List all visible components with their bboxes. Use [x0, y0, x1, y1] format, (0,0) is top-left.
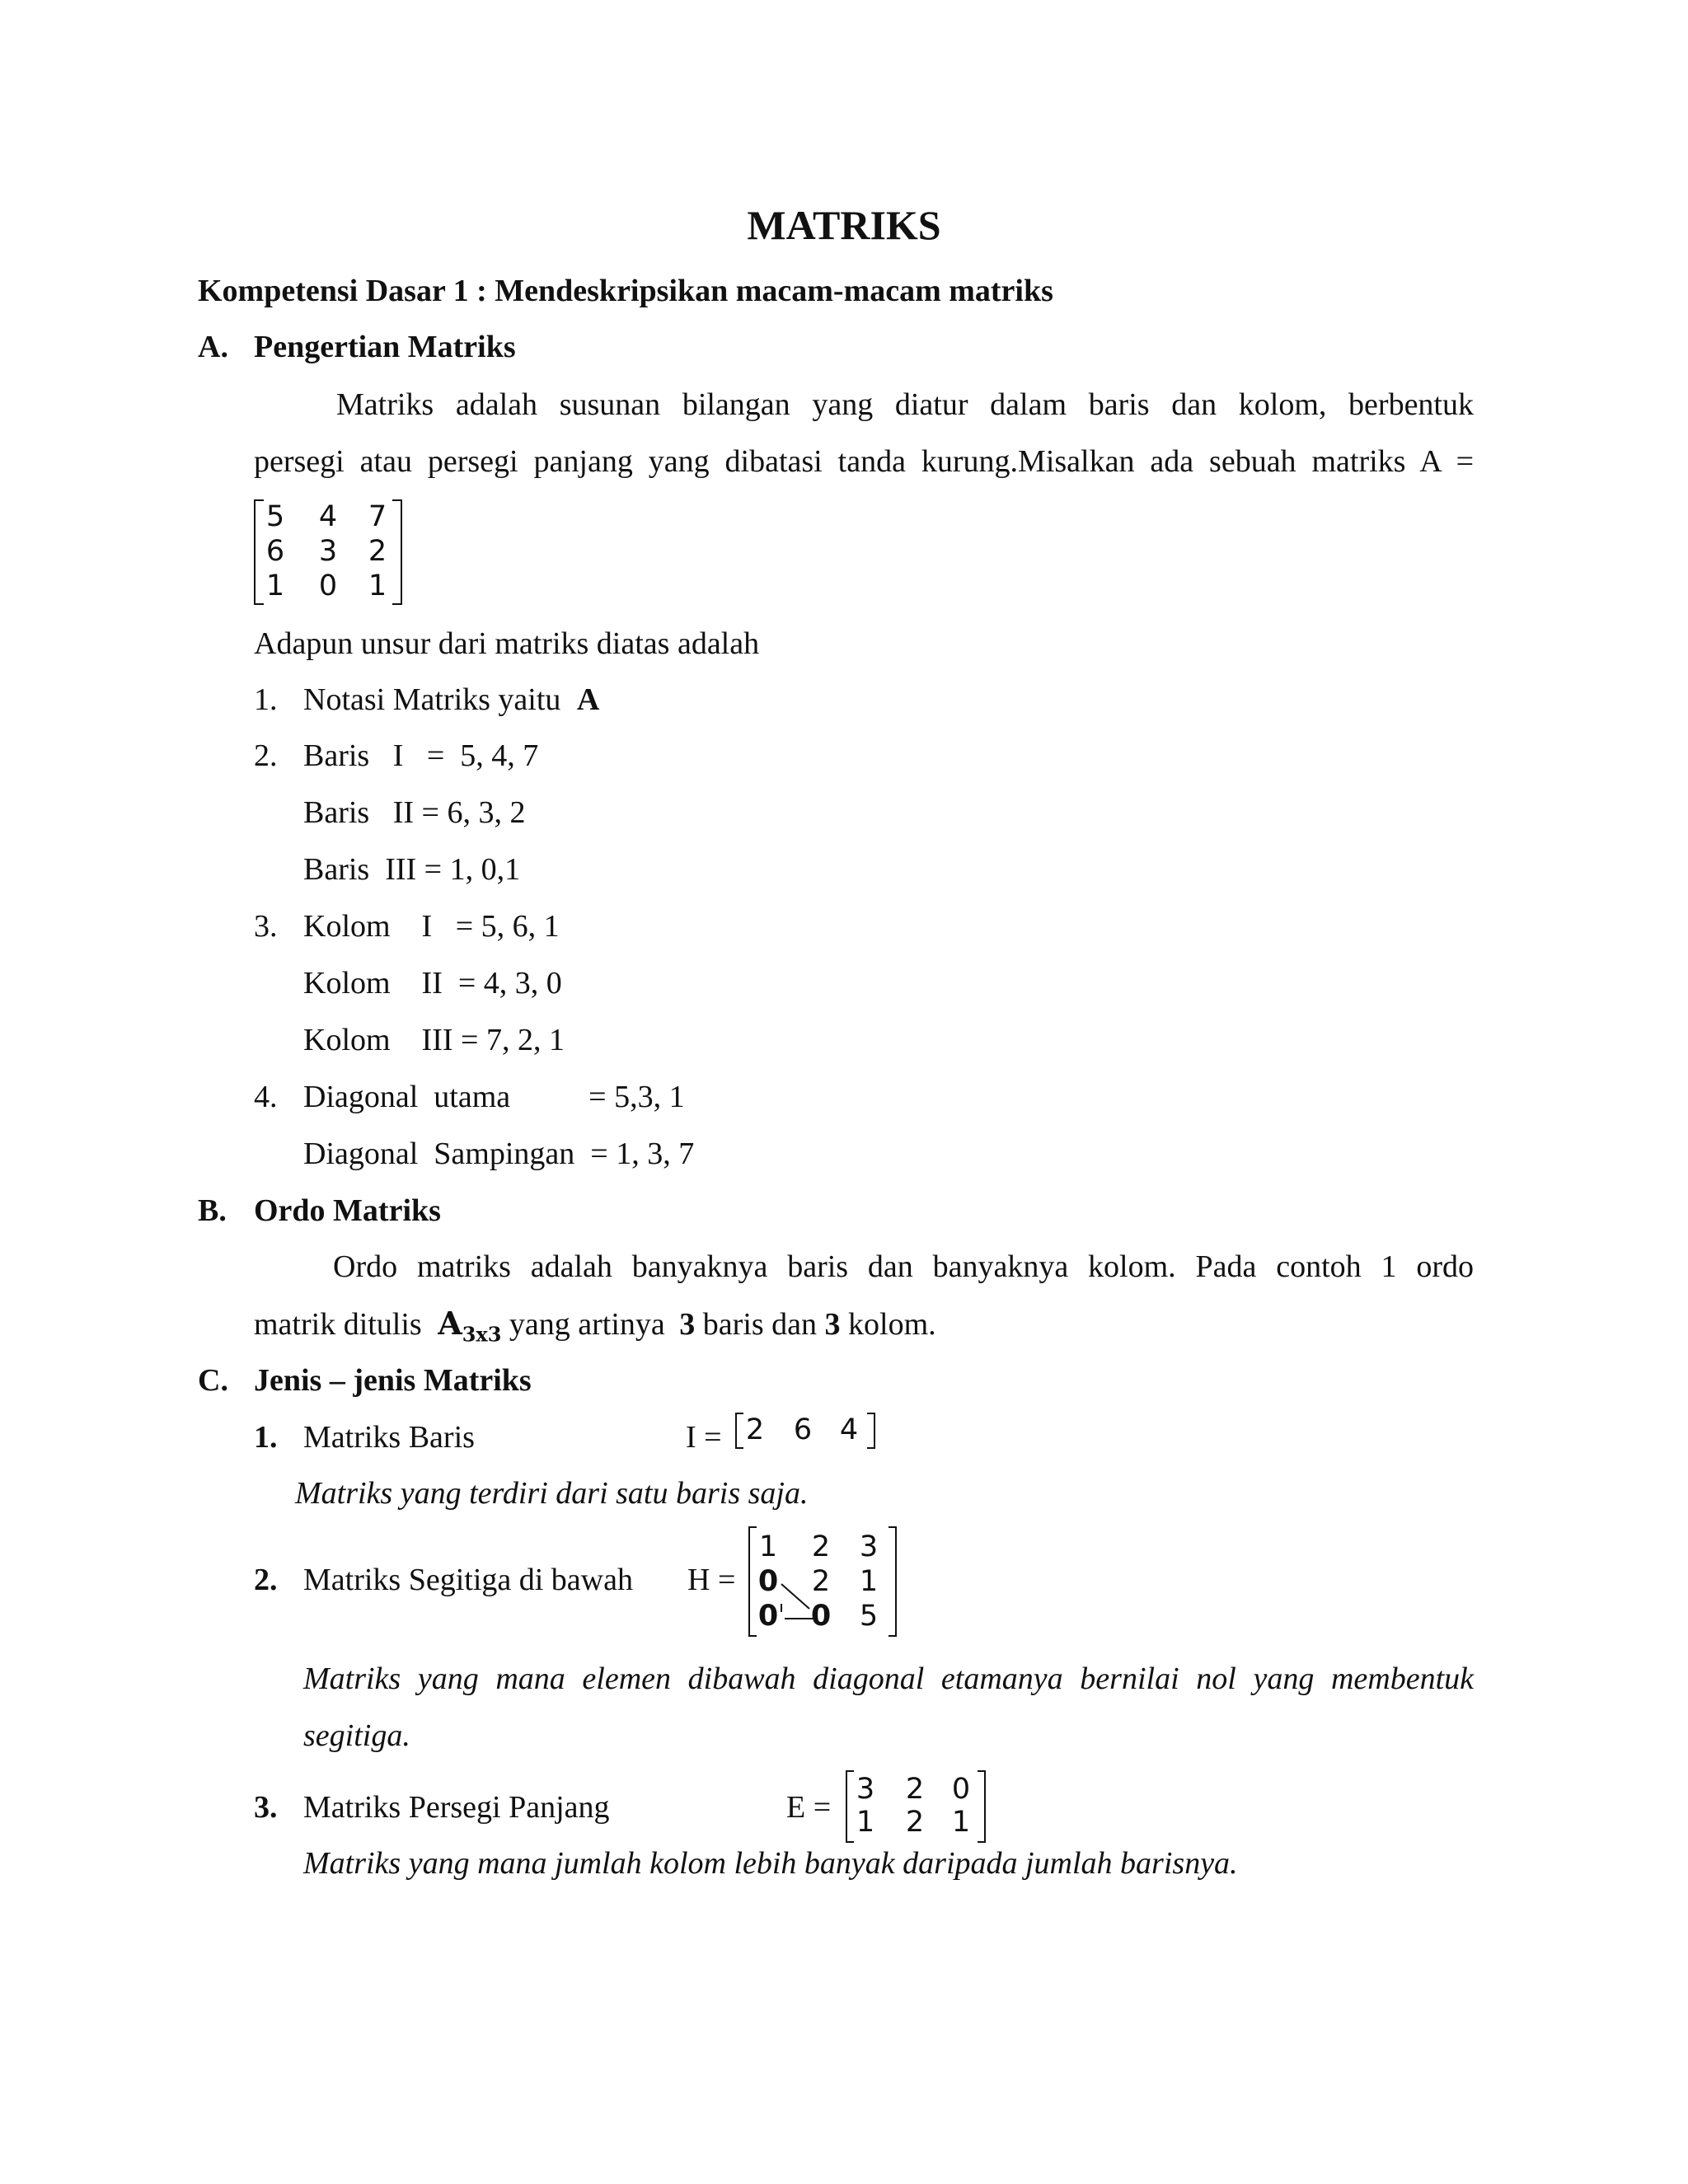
matrix-a-cell: 4: [318, 500, 338, 533]
matrix-a-cell: 0: [318, 569, 338, 602]
list-item-text: Kolom I = 5, 6, 1: [303, 909, 560, 944]
section-a-para-line2: persegi atau persegi panjang yang dibatasi tanda kurung.Misalkan ada sebuah matriks A =: [254, 444, 1474, 479]
description-line1: Matriks yang mana elemen dibawah diagonal etamanya bernilai nol yang membentuk: [303, 1661, 1474, 1696]
page-title: MATRIKS: [747, 202, 941, 248]
section-a-heading: Pengertian Matriks: [254, 330, 516, 364]
section-a-paragraph-2: [254, 446, 1474, 477]
matrix-segitiga-description: [303, 1663, 1474, 1694]
section-a-letter: A.: [198, 330, 228, 364]
matrix-h-cell: 1: [859, 1565, 879, 1598]
matrix-e: [846, 1770, 994, 1853]
matrix-e-cell: 3: [856, 1773, 875, 1806]
list-number: 2.: [254, 738, 278, 773]
matrix-a-cell: 1: [265, 569, 285, 602]
section-a-intro: Adapun unsur dari matriks diatas adalah: [254, 626, 760, 661]
matrix-type-label: Matriks Segitiga di bawah: [303, 1563, 633, 1597]
section-c-letter: C.: [198, 1363, 228, 1398]
ordo-subscript: 3x3: [462, 1322, 502, 1347]
matrix-a-cell: 7: [368, 500, 387, 533]
ordo-rows: 3: [679, 1307, 696, 1342]
matrix-a-cell: 6: [265, 535, 285, 568]
matrix-a: [254, 499, 402, 607]
matrix-h-cell: 0: [810, 1600, 832, 1633]
text: baris dan: [702, 1307, 818, 1342]
list-number: 4.: [254, 1080, 278, 1114]
matrix-h-cell: 3: [859, 1530, 879, 1563]
list-item-text: Kolom III = 7, 2, 1: [303, 1023, 565, 1057]
list-item: [303, 684, 599, 715]
matrix-a-cell: 3: [318, 535, 338, 568]
matrix-a-cell: 5: [265, 500, 285, 533]
matrix-baris-description: Matriks yang terdiri dari satu baris saja.: [295, 1476, 809, 1511]
section-a-para-line1: Matriks adalah susunan bilangan yang diatur dalam baris dan kolom, berbentuk: [336, 387, 1474, 422]
matrix-e-cell: 2: [905, 1773, 925, 1806]
matrix-e-cell: 1: [856, 1806, 875, 1839]
matrix-persegi-panjang-description: Matriks yang mana jumlah kolom lebih banyak daripada jumlah barisnya.: [303, 1846, 1238, 1881]
list-number: 2.: [254, 1563, 278, 1597]
list-item-text: Notasi Matriks yaitu: [303, 682, 561, 717]
section-b-paragraph-2: [254, 1305, 936, 1347]
matrix-e-cell: 1: [951, 1806, 971, 1839]
matrix-i-eq: I =: [686, 1420, 722, 1455]
section-c-heading: Jenis – jenis Matriks: [254, 1363, 532, 1398]
matrix-h-eq: H =: [687, 1563, 736, 1597]
matrix-i: [735, 1411, 884, 1452]
matrix-h-cell: 0: [757, 1600, 779, 1633]
matrix-h-cell: 2: [811, 1565, 831, 1598]
list-number: 1.: [254, 1420, 278, 1455]
section-b-para-line1: Ordo matriks adalah banyaknya baris dan banyaknya kolom. Pada contoh 1 ordo: [333, 1249, 1474, 1284]
matrix-e-right-bracket: [978, 1770, 986, 1843]
matrix-h-cell: 2: [811, 1530, 831, 1563]
list-item-text: Baris I = 5, 4, 7: [303, 738, 539, 773]
triangle-marker-icon: [748, 1526, 905, 1642]
matrix-a-cell: 1: [368, 569, 387, 602]
matrix-type-label: Matriks Baris: [303, 1420, 475, 1455]
matrix-type-label: Matriks Persegi Panjang: [303, 1790, 610, 1825]
ordo-letter: A: [438, 1305, 462, 1342]
notation-a: A: [576, 682, 600, 717]
matrix-i-cell: 2: [745, 1413, 765, 1446]
list-item-text: Baris III = 1, 0,1: [303, 852, 521, 887]
section-b-heading: Ordo Matriks: [254, 1193, 441, 1228]
ordo-notation: [438, 1305, 502, 1347]
matrix-a-cell: 2: [368, 535, 387, 568]
list-item-text: Diagonal utama = 5,3, 1: [303, 1080, 685, 1114]
kd-heading: Kompetensi Dasar 1 : Mendeskripsikan macam-macam matriks: [198, 274, 1053, 308]
section-a-paragraph: [254, 389, 1474, 420]
section-b-paragraph: [254, 1251, 1474, 1282]
text: kolom.: [848, 1307, 936, 1342]
list-number: 1.: [254, 682, 278, 717]
description-line2: segitiga.: [303, 1718, 410, 1753]
text: matrik ditulis: [254, 1307, 422, 1342]
list-item-text: Kolom II = 4, 3, 0: [303, 966, 562, 1001]
matrix-e-eq: E =: [786, 1790, 832, 1825]
list-number: 3.: [254, 909, 278, 944]
matrix-i-right-bracket: [867, 1413, 875, 1449]
matrix-e-cell: 2: [905, 1806, 925, 1839]
matrix-h-cell: 0: [757, 1565, 779, 1598]
matrix-h-cell: 1: [758, 1530, 778, 1563]
ordo-cols: 3: [824, 1307, 841, 1342]
list-item-text: Diagonal Sampingan = 1, 3, 7: [303, 1137, 695, 1171]
matrix-h-cell: 5: [859, 1600, 879, 1633]
list-number: 3.: [254, 1790, 278, 1825]
matrix-i-cell: 4: [839, 1413, 859, 1446]
text: yang artinya: [509, 1307, 665, 1342]
matrix-h: [748, 1526, 905, 1642]
matrix-e-cell: 0: [951, 1773, 971, 1806]
matrix-i-cell: 6: [793, 1413, 813, 1446]
list-item-text: Baris II = 6, 3, 2: [303, 795, 526, 830]
section-b-letter: B.: [198, 1193, 227, 1228]
